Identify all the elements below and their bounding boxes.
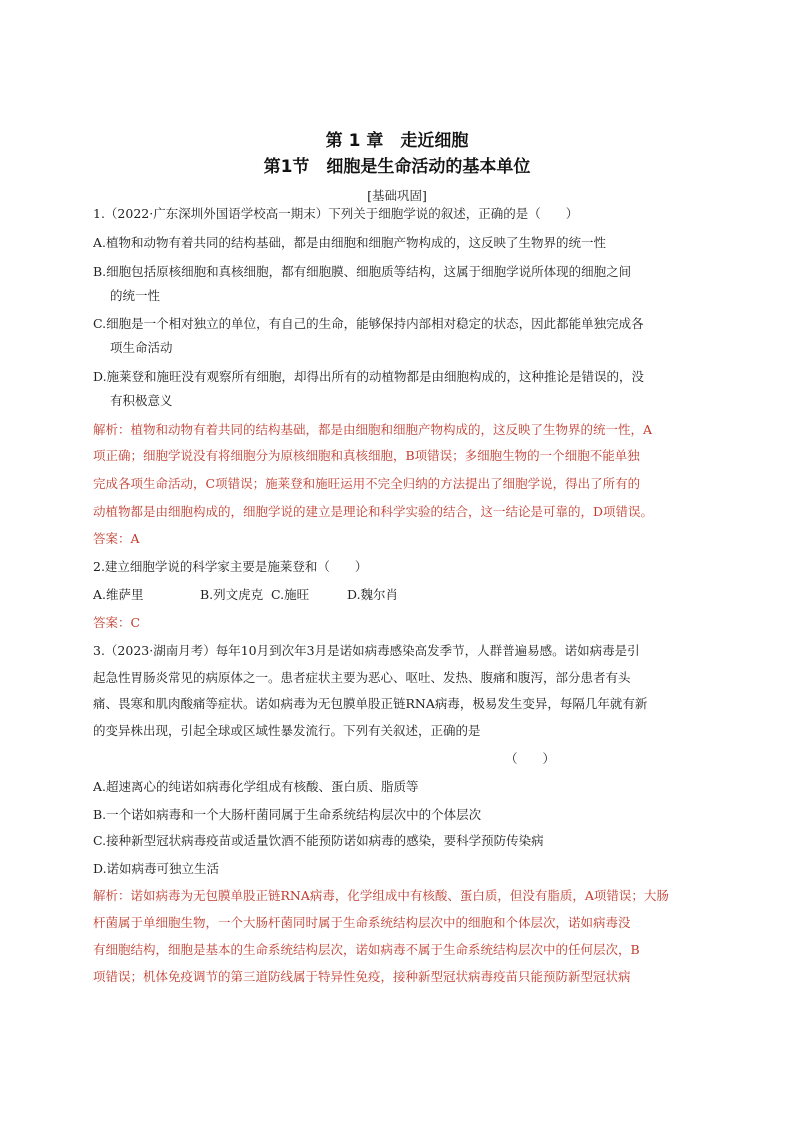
q1-explanation-2: 项正确；细胞学说没有将细胞分为原核细胞和真核细胞，B项错误；多细胞生物的一个细胞不能单独 (93, 448, 640, 463)
q3-explanation-3: 有细胞结构，细胞是基本的生命系统结构层次，诺如病毒不属于生命系统结构层次中的任何层次，B (93, 942, 640, 957)
q3-stem-1: 3.（2023·湖南月考）每年10月到次年3月是诺如病毒感染高发季节，人群普遍易感。诺如病毒是引 (93, 643, 640, 658)
q3-answer-paren: （ ） (505, 751, 556, 766)
q3-option-a: A.超速离心的纯诺如病毒化学组成有核酸、蛋白质、脂质等 (93, 779, 419, 794)
section-tag: [基础巩固] (367, 188, 427, 203)
section-title: 第1节 细胞是生命活动的基本单位 (263, 157, 531, 177)
q2-option-d: D.魏尔肖 (347, 587, 399, 602)
q2-stem: 2.建立细胞学说的科学家主要是施莱登和（ ） (93, 559, 368, 574)
q1-explanation-4: 动植物都是由细胞构成的，细胞学说的建立是理论和科学实验的结合，这一结论是可靠的，D项错误。 (93, 504, 654, 519)
q3-option-d: D.诺如病毒可独立生活 (93, 861, 220, 876)
q2-option-c: C.施旺 (271, 587, 310, 602)
q1-stem: 1.（2022·广东深圳外国语学校高一期末）下列关于细胞学说的叙述，正确的是（ ） (93, 206, 579, 221)
q3-explanation-4: 项错误；机体免疫调节的第三道防线属于特异性免疫，接种新型冠状病毒疫苗只能预防新型冠状病 (93, 969, 631, 984)
q2-option-b: B.列文虎克 (200, 587, 264, 602)
q1-option-b: B.细胞包括原核细胞和真核细胞，都有细胞膜、细胞质等结构，这属于细胞学说所体现的细胞之间 (93, 264, 632, 279)
q1-option-a: A.植物和动物有着共同的结构基础，都是由细胞和细胞产物构成的，这反映了生物界的统一性 (93, 235, 607, 250)
q1-option-b-cont: 的统一性 (110, 288, 161, 303)
q1-option-d-cont: 有积极意义 (110, 393, 173, 408)
q2-option-a: A.维萨里 (93, 587, 144, 602)
q3-explanation-1: 解析：诺如病毒为无包膜单股正链RNA病毒，化学组成中有核酸、蛋白质，但没有脂质，A项错误；大肠 (93, 888, 669, 903)
q1-explanation-1: 解析：植物和动物有着共同的结构基础，都是由细胞和细胞产物构成的，这反映了生物界的统一性，A (93, 422, 653, 437)
q3-option-b: B.一个诺如病毒和一个大肠杆菌同属于生命系统结构层次中的个体层次 (93, 807, 482, 822)
q1-explanation-3: 完成各项生命活动，C项错误；施莱登和施旺运用不完全归纳的方法提出了细胞学说，得出了所有的 (93, 476, 641, 491)
q3-stem-3: 痛、畏寒和肌肉酸痛等症状。诺如病毒为无包膜单股正链RNA病毒，极易发生变异，每隔几年就有新 (93, 696, 648, 711)
q1-option-c-cont: 项生命活动 (110, 340, 173, 355)
chapter-title: 第 1 章 走近细胞 (325, 131, 469, 151)
q3-stem-2: 起急性胃肠炎常见的病原体之一。患者症状主要为恶心、呕吐、发热、腹痛和腹泻，部分患者有头 (93, 670, 631, 685)
q2-answer: 答案：C (93, 615, 141, 630)
q3-explanation-2: 杆菌属于单细胞生物，一个大肠杆菌同时属于生命系统结构层次中的细胞和个体层次，诺如病毒没 (93, 915, 631, 930)
q1-answer: 答案：A (93, 531, 140, 546)
q1-option-d: D.施莱登和施旺没有观察所有细胞，却得出所有的动植物都是由细胞构成的，这种推论是错误的，没 (93, 369, 645, 384)
q3-stem-4: 的变异株出现，引起全球或区域性暴发流行。下列有关叙述，正确的是 (93, 723, 481, 738)
q1-option-c: C.细胞是一个相对独立的单位，有自己的生命，能够保持内部相对稳定的状态，因此都能单独完成各 (93, 316, 644, 331)
q3-option-c: C.接种新型冠状病毒疫苗或适量饮酒不能预防诺如病毒的感染，要科学预防传染病 (93, 833, 544, 848)
